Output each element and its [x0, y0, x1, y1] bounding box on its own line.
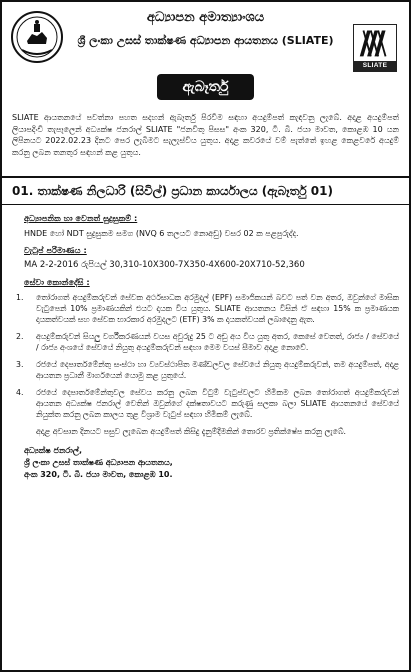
signature-title: අධ්‍යක්ෂ ජනරාල්,: [24, 445, 83, 455]
post-title-text: තාක්ෂණ නිලධාරි (සිවිල්) ප්‍රධාන කාර්යාලය (ඇබෑර්තු 01): [37, 184, 333, 198]
logo-text: SLIATE: [354, 61, 396, 71]
item-number: 4.: [16, 387, 24, 397]
item-text: තෝරාගත් අයදුම්කරුවන් සේවක අර්ථසාධක අරමුදල් (EPF) සමාජිකයන් බවට පත් වන අතර, ඔවුන්ගේ මාසික වැටුපෙන් 10% ප්‍රමාණයකින් එයට දායක විය යුතුය. SLIATE ආයතනය විසින් ඒ සඳහා 15% ක ප්‍රමාණයක දායකත්වයක් සහ සේවක භාරකාර අරමුදලට (ETF) 3% ක දායකත්වයක් ලබාදෙනු ඇත.: [36, 292, 399, 324]
ministry-name: අධ්‍යාපන අමාත්‍යාංශය: [146, 10, 265, 25]
signature-address: අංක 320, ටී. බී. ජයා මාවත, කොළඹ 10.: [24, 469, 173, 479]
signature-block: [24, 445, 399, 481]
signature-org: ශ්‍රී ලංකා උසස් තාක්ෂණ අධ්‍යාපන ආයතනය,: [24, 457, 173, 467]
sliate-logo-icon: [353, 24, 397, 72]
terms-heading: සේවා කොන්දේසි :: [24, 277, 90, 287]
item-text: අයදුම්කරුවන් සියලු වර්ගීකරණයන් වයස අවුරුදු 25 ට අඩු අය විය යුතු අතර, කෙසේ වෙතත්, රාජ්‍ය / සේවයේ / රාජ්‍ය අංශයේ සේවයේ නියුතු අයදුම්කරුවන් සඳහා මෙම වයස් සීමාව අදාළ නොවේ.: [36, 331, 399, 352]
list-item: [12, 387, 399, 420]
item-text: රජයේ දෙපාර්තමේන්තු සංස්ථා හා ව්‍යවස්ථාපිත මණ්ඩලවල සේවයේ නියුතු අයදුම්කරුවන්, තම අයදුම්පත්, අදාළ ආයතන ප්‍රධානී මාර්ගයෙන් යොමු කළ යුතුයේ.: [36, 359, 399, 380]
item-text: රජයේ දෙපාර්තමේන්තුවල සේවය කරනු ලබන විටුම් වැටුප්වලට හිමිකම ලබන තෝරාගත් අයදුම්කරුවන් ආයතන අධ්‍යක්ෂ ජනරාල් වෙතින් ඔවුන්ගේ දක්ෂතාවයට කරුණු සලකා බලා SLIATE ආයතනයේ සේවයේ නියුක්ත කරනු ලබන කාලය තුළ විශ්‍රාම වැටුප් සඳහා හිමිකම් ලැබේ.: [36, 387, 399, 419]
qualifications-text: HNDE හෝ NDT සුදුසුකම සමග (NVQ 6 තලයට නොඅඩු) වසර 02 ක පළපුරුද්ද.: [24, 228, 299, 238]
header: [2, 2, 409, 68]
item-number: 2.: [16, 331, 24, 341]
item-number: 1.: [16, 292, 24, 302]
vacancies-banner: ඇබෑර්තු: [157, 74, 255, 100]
closing-note: අදාළ අවසාන දිනයට පසුව ලැබෙන අයදුම්පත් කිසිදු දැනුම්දීමකින් තොරව ප්‍රතික්ෂේප කරනු ලැබේ.: [36, 426, 347, 436]
qualifications-heading: අධ්‍යාපනික හා වෙනත් සුදුසුකම් :: [24, 213, 138, 223]
list-item: [12, 331, 399, 353]
institute-name: ශ්‍රී ලංකා උසස් තාක්ෂණ අධ්‍යාපන ආයතනය (SLIATE): [77, 34, 334, 47]
list-item: [12, 359, 399, 381]
post-number: 01.: [12, 184, 34, 198]
post-title: [2, 178, 409, 204]
intro-paragraph: SLIATE ආයතනයේ පවත්නා පහත සදහන් ඇබෑර්තු පිරවීම සඳහා අයදුම්පත් කැඳවනු ලැබේ. අදාළ අයදුම්පත් ලියාපදිංචි තැපෑලෙන් අධ්‍යක්ෂ ජනරාල් SLIATE "ජනවිතු පිසස" අංක 320, ටී. බී. ජයා මාවත, කොළඹ 10 යන ලිපිනයට 2022.02.23 දිනට පෙර ලැබීමට සැලැස්විය යුතුය. අදාළ කවරයේ වම් පැත්තේ ඉහළ කෙළවරේ අයදුම් කරනු ලබන තනතුර සඳහන් කළ යුතුය.: [12, 113, 399, 157]
salary-heading: වැටුප් පරිමාණය :: [24, 245, 87, 255]
content: [2, 205, 409, 481]
salary-text: MA 2-2-2016 රුපියල් 30,310-10X300-7X350-4X600-20X710-52,360: [24, 259, 305, 270]
banner-wrap: [2, 74, 409, 104]
list-item: [12, 292, 399, 325]
terms-list: [12, 292, 399, 420]
item-number: 3.: [16, 359, 24, 369]
